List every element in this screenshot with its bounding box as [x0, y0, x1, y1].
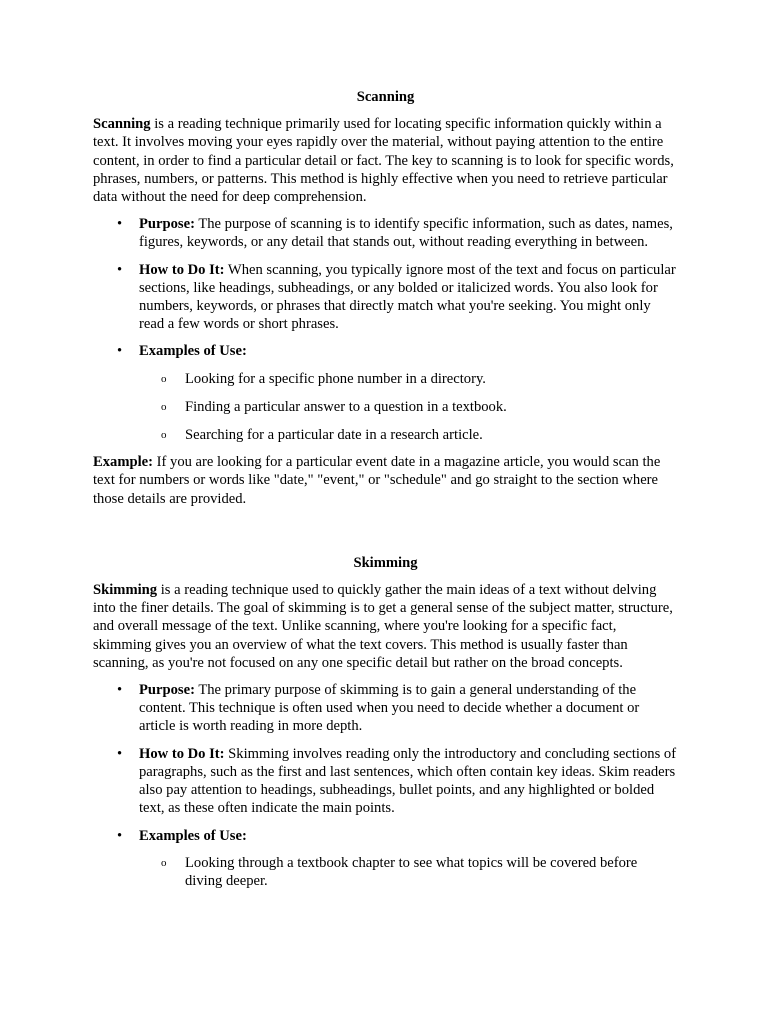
document-page — [93, 88, 678, 899]
skimming-bullet-how-to — [93, 745, 678, 818]
circle-bullet-icon: o — [161, 429, 167, 442]
bullet-label: Examples of Use: — [139, 343, 247, 360]
example-text: Looking through a textbook chapter to see what topics will be covered before diving deeper. — [185, 854, 638, 889]
example-paragraph-text: If you are looking for a particular event date in a magazine article, you would scan the text for numbers or words like "date," "event," or "schedule" and go straight to the section where those details are provided. — [93, 454, 661, 507]
list-item — [139, 398, 678, 416]
circle-bullet-icon: o — [161, 372, 167, 385]
bullet-text: The purpose of scanning is to identify specific information, such as dates, names, figures, keywords, or any detail that stands out, without reading everything in between. — [139, 216, 673, 251]
skimming-bullet-examples — [93, 827, 678, 891]
bullet-label: How to Do It: — [139, 261, 225, 278]
scanning-section — [93, 88, 678, 508]
example-label: Example: — [93, 454, 153, 471]
circle-bullet-icon: o — [161, 856, 167, 869]
list-item — [139, 426, 678, 444]
bullet-icon: • — [117, 343, 123, 360]
scanning-bullet-examples — [93, 342, 678, 444]
scanning-heading: Scanning — [356, 89, 415, 105]
bullet-icon: • — [117, 745, 123, 762]
example-text: Searching for a particular date in a research article. — [185, 427, 483, 444]
scanning-example-paragraph — [93, 453, 678, 508]
scanning-intro — [93, 115, 678, 206]
bullet-icon: • — [117, 682, 123, 699]
bullet-label: Purpose: — [139, 216, 195, 233]
skimming-bullet-purpose — [93, 681, 678, 736]
bullet-label: Purpose: — [139, 682, 195, 699]
example-text: Finding a particular answer to a question in a textbook. — [185, 398, 507, 415]
scanning-examples-list — [139, 370, 678, 445]
scanning-intro-term: Scanning — [93, 116, 151, 133]
bullet-text: When scanning, you typically ignore most of the text and focus on particular sections, like headings, subheadings, or any bolded or italicized words. You also look for numbers, keywords, or phrases that directly match what you're seeking. You might only read a few words or short phrases. — [139, 261, 676, 333]
skimming-section — [93, 554, 678, 890]
bullet-text: The primary purpose of skimming is to gain a general understanding of the content. This technique is often used when you need to decide whether a document or article is worth reading in more depth. — [139, 682, 640, 735]
scanning-bullet-list — [93, 215, 678, 444]
scanning-intro-text: is a reading technique primarily used for locating specific information quickly within a text. It involves moving your eyes rapidly over the material, without paying attention to the entire content, in order to find a particular detail or fact. The key to scanning is to look for specific words, phrases, numbers, or patterns. This method is highly effective when you need to retrieve particular data without the need for deep comprehension. — [93, 116, 674, 206]
bullet-icon: • — [117, 827, 123, 844]
skimming-heading: Skimming — [353, 554, 418, 571]
skimming-examples-list — [139, 854, 678, 890]
example-text: Looking for a specific phone number in a directory. — [185, 370, 486, 387]
bullet-icon: • — [117, 216, 123, 233]
skimming-bullet-list — [93, 681, 678, 890]
scanning-bullet-purpose — [93, 215, 678, 251]
bullet-text: Skimming involves reading only the introductory and concluding sections of paragraphs, such as the first and last sentences, which often contain key ideas. Skim readers also pay attention to headings, subheadings, bullet points, and any highlighted or bolded text, as these often indicate the main points. — [139, 745, 677, 817]
circle-bullet-icon: o — [161, 400, 167, 413]
bullet-icon: • — [117, 261, 123, 278]
skimming-intro-text: is a reading technique used to quickly gather the main ideas of a text without delving into the finer details. The goal of skimming is to get a general sense of the subject matter, structure, and overall message of the text. Unlike scanning, where you're looking for a specific fact, skimming gives you an overview of what the text covers. This method is usually faster than scanning, as you're not focused on any one specific detail but rather on the broad concepts. — [93, 582, 673, 671]
section-spacer — [93, 517, 678, 554]
list-item — [139, 854, 678, 890]
skimming-intro-term: Skimming — [93, 582, 158, 599]
bullet-label: How to Do It: — [139, 745, 225, 762]
skimming-intro — [93, 581, 678, 672]
list-item — [139, 370, 678, 388]
scanning-bullet-how-to — [93, 261, 678, 334]
bullet-label: Examples of Use: — [139, 827, 247, 844]
